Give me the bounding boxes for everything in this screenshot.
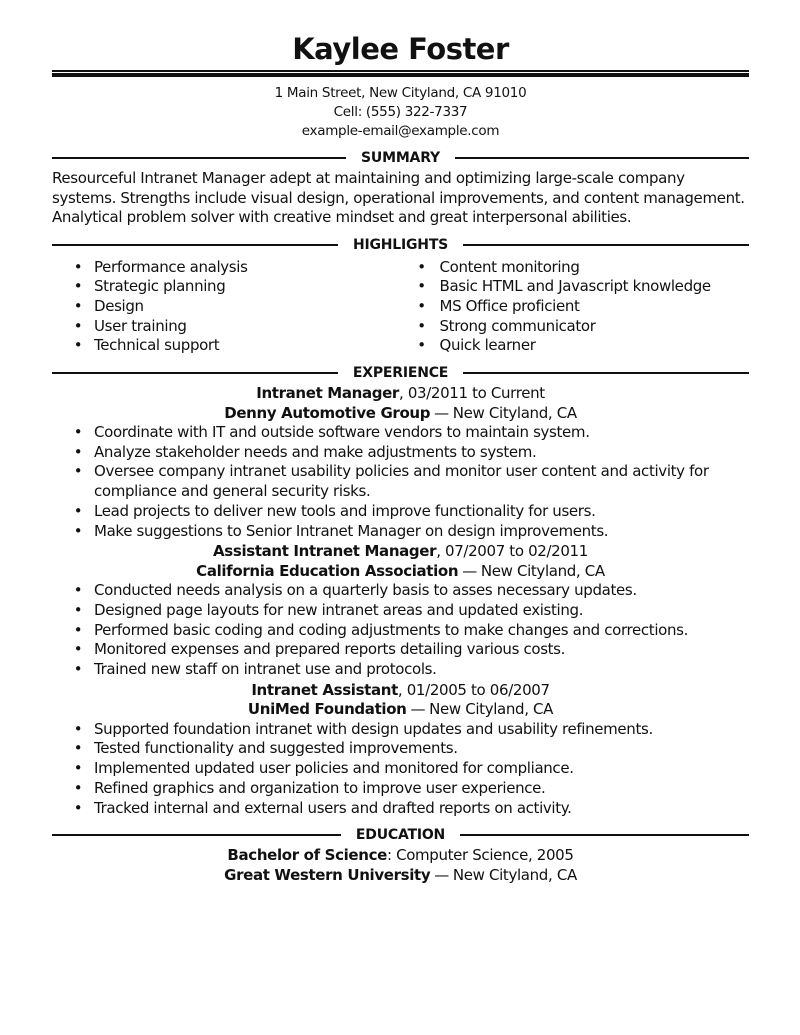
phone: Cell: (555) 322-7337 (333, 104, 468, 120)
school-name: Great Western University (224, 865, 431, 884)
duty-item: • Designed page layouts for new intranet areas and updated existing. (73, 600, 584, 619)
job-entry (52, 542, 749, 680)
job-company-line (52, 700, 749, 720)
highlight-item: • Strong communicator (417, 316, 596, 335)
resume-page (52, 0, 749, 885)
bullet-icon: • (73, 719, 83, 738)
bullet-icon: • (73, 660, 83, 679)
separator-dash: — (434, 403, 449, 422)
summary-heading (52, 148, 749, 168)
section-rule-right (460, 834, 749, 836)
highlight-item: • Content monitoring (417, 257, 580, 276)
job-location: New Cityland, CA (452, 403, 577, 422)
bullet-icon: • (417, 257, 426, 276)
company-name: California Education Association (196, 561, 459, 580)
bullet-icon: • (73, 296, 83, 315)
section-rule-right (455, 157, 749, 159)
section-rule-right (463, 244, 749, 246)
duty-item: • Tested functionality and suggested improvements. (73, 739, 458, 758)
section-rule-left (52, 244, 338, 246)
duty-item: • Refined graphics and organization to improve user experience. (73, 778, 546, 797)
job-title-line (52, 384, 749, 404)
duty-item: • Coordinate with IT and outside software vendors to maintain system. (73, 423, 590, 442)
candidate-name: Kaylee Foster (292, 32, 509, 66)
duty-list (52, 423, 749, 541)
highlight-item: • User training (73, 316, 187, 335)
highlight-item: • MS Office proficient (417, 296, 580, 315)
highlight-item: • Basic HTML and Javascript knowledge (417, 277, 711, 296)
highlight-item: • Design (73, 296, 144, 315)
bullet-icon: • (73, 739, 83, 758)
highlights-heading (52, 235, 749, 255)
job-title: Assistant Intranet Manager (213, 542, 437, 561)
bullet-icon: • (73, 336, 83, 355)
bullet-icon: • (73, 316, 83, 335)
highlights-right-column (401, 258, 750, 357)
section-title: EDUCATION (355, 827, 446, 844)
job-dates: , 03/2011 to Current (398, 384, 545, 403)
duty-item: • Conducted needs analysis on a quarterly basis to asses necessary updates. (73, 581, 637, 600)
job-entry (52, 681, 749, 819)
degree-line (52, 846, 749, 866)
bullet-icon: • (73, 277, 83, 296)
bullet-icon: • (417, 316, 426, 335)
experience-heading (52, 363, 749, 383)
job-title-line (52, 681, 749, 701)
duty-item: • Tracked internal and external users and drafted reports on activity. (73, 798, 572, 817)
section-title: HIGHLIGHTS (352, 236, 449, 253)
summary-text: Resourceful Intranet Manager adept at maintaining and optimizing large-scale company systems. Strengths include visual design, operational improvements, and content management. Analytical problem solver with creative mindset and great interpersonal abilities. (52, 169, 745, 226)
duty-item: • Analyze stakeholder needs and make adjustments to system. (73, 442, 537, 461)
section-rule-left (52, 372, 338, 374)
section-rule-right (463, 372, 749, 374)
bullet-icon: • (73, 620, 83, 639)
school-line (52, 866, 749, 886)
separator-dash: — (434, 865, 449, 884)
duty-item: • Performed basic coding and coding adjustments to make changes and corrections. (73, 620, 689, 639)
job-location: New Cityland, CA (480, 561, 605, 580)
bullet-icon: • (73, 778, 83, 797)
job-dates: , 07/2007 to 02/2011 (436, 542, 588, 561)
bullet-icon: • (73, 521, 83, 540)
job-title-line (52, 542, 749, 562)
header-divider (52, 69, 749, 77)
highlights-left-column (52, 258, 401, 357)
duty-list (52, 581, 749, 680)
bullet-icon: • (417, 296, 426, 315)
section-rule-left (52, 834, 341, 836)
school-location: New Cityland, CA (452, 865, 577, 884)
duty-item: • Oversee company intranet usability policies and monitor user content and activity for compliance and general security risks. (73, 462, 709, 501)
separator-dash: — (410, 700, 426, 719)
divider-thick-line (52, 73, 749, 77)
section-rule-left (52, 157, 346, 159)
bullet-icon: • (73, 462, 83, 481)
address: 1 Main Street, New Cityland, CA 91010 (274, 85, 527, 101)
duty-item: • Lead projects to deliver new tools and improve functionality for users. (73, 501, 596, 520)
bullet-icon: • (73, 640, 83, 659)
job-title: Intranet Manager (256, 384, 399, 403)
company-name: UniMed Foundation (247, 700, 407, 719)
job-dates: , 01/2005 to 06/2007 (397, 680, 550, 699)
bullet-icon: • (73, 759, 83, 778)
highlights-list (52, 258, 749, 357)
duty-item: • Supported foundation intranet with design updates and usability refinements. (73, 719, 653, 738)
education-heading (52, 825, 749, 845)
company-name: Denny Automotive Group (224, 403, 431, 422)
email: example-email@example.com (301, 123, 500, 139)
duty-item: • Monitored expenses and prepared reports detailing various costs. (73, 640, 566, 659)
highlight-item: • Strategic planning (73, 277, 226, 296)
degree: Bachelor of Science (227, 846, 387, 865)
divider-thin-line (52, 70, 749, 72)
job-location: New Cityland, CA (429, 700, 554, 719)
job-title: Intranet Assistant (251, 680, 398, 699)
job-company-line (52, 562, 749, 582)
section-title: SUMMARY (361, 150, 440, 166)
field-of-study: : Computer Science, 2005 (386, 846, 574, 865)
education-entry (52, 846, 749, 885)
bullet-icon: • (73, 257, 83, 276)
bullet-icon: • (73, 423, 83, 442)
bullet-icon: • (73, 600, 83, 619)
bullet-icon: • (417, 277, 426, 296)
separator-dash: — (462, 561, 477, 580)
contact-info (52, 84, 749, 141)
bullet-icon: • (417, 336, 426, 355)
highlight-item: • Performance analysis (73, 257, 248, 276)
bullet-icon: • (73, 501, 83, 520)
highlight-item: • Quick learner (417, 336, 536, 355)
highlight-item: • Technical support (73, 336, 220, 355)
job-company-line (52, 404, 749, 424)
duty-list (52, 720, 749, 819)
section-title: EXPERIENCE (352, 365, 449, 382)
bullet-icon: • (73, 798, 83, 817)
duty-item: • Make suggestions to Senior Intranet Manager on design improvements. (73, 521, 609, 540)
bullet-icon: • (73, 442, 83, 461)
job-entry (52, 384, 749, 541)
duty-item: • Implemented updated user policies and monitored for compliance. (73, 759, 574, 778)
duty-item: • Trained new staff on intranet use and protocols. (73, 660, 437, 679)
bullet-icon: • (73, 581, 83, 600)
